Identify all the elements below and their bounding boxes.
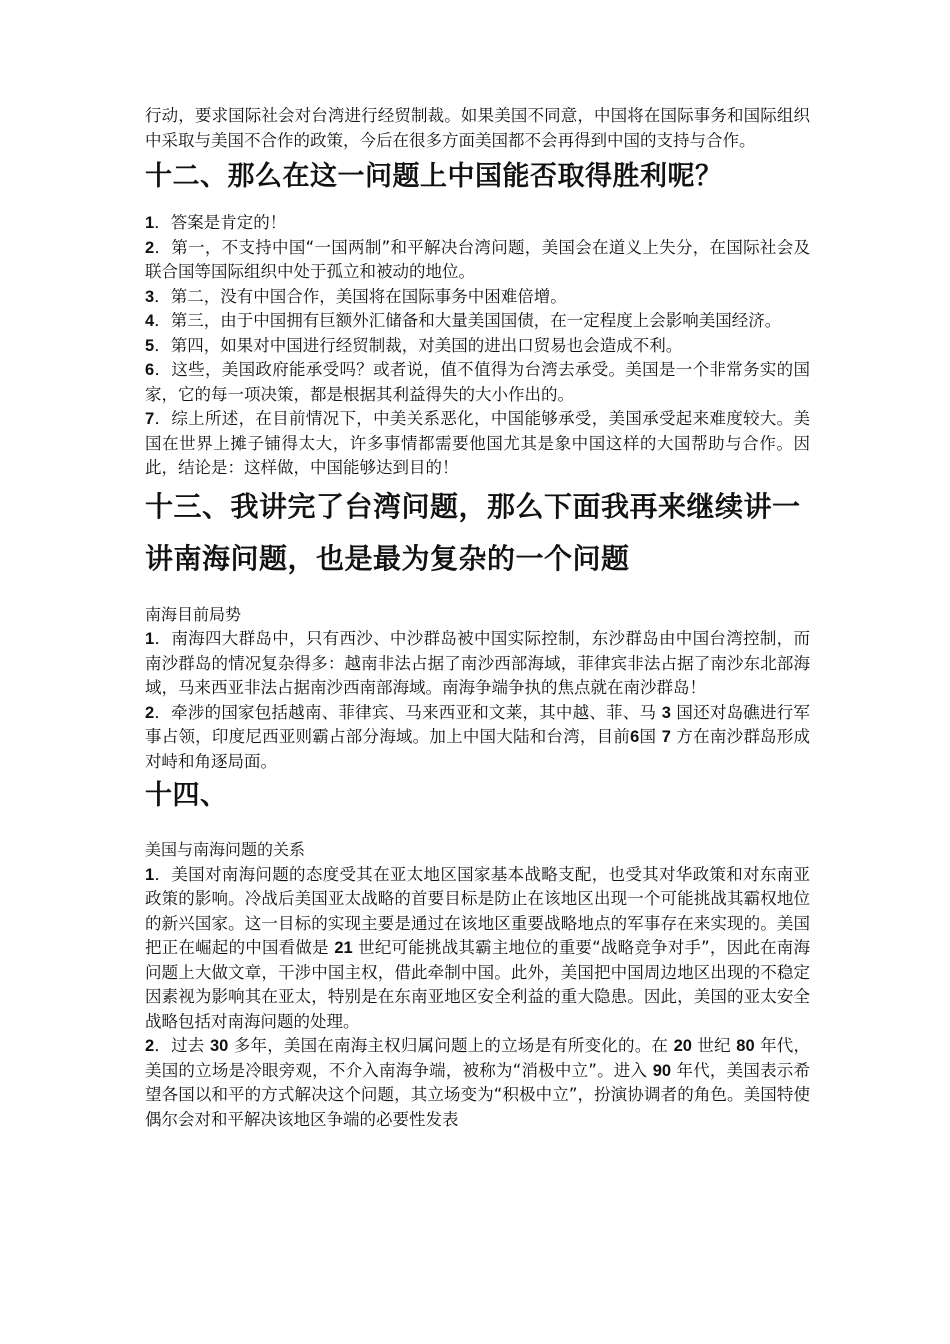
list-item: 1．南海四大群岛中，只有西沙、中沙群岛被中国实际控制，东沙群岛由中国台湾控制，而南沙群岛的情况复杂得多：越南非法占据了南沙西部海域，菲律宾非法占据了南沙东北部海域，马来西亚非法占据南沙西南部海域。南海争端争执的焦点就在南沙群岛！ <box>145 629 810 697</box>
list-item: 2．第一，不支持中国“一国两制”和平解决台湾问题，美国会在道义上失分，在国际社会及联合国等国际组织中处于孤立和被动的地位。 <box>145 237 810 281</box>
section-14-subheading: 美国与南海问题的关系 <box>145 840 306 859</box>
intro-paragraph: 行动，要求国际社会对台湾进行经贸制裁。如果美国不同意，中国将在国际事务和国际组织中采取与美国不合作的政策，今后在很多方面美国都不会再得到中国的支持与合作。 <box>145 106 810 150</box>
section-13-subheading: 南海目前局势 <box>145 604 242 624</box>
section-14-heading: 十四、 <box>145 780 228 811</box>
section-13-heading: 十三、我讲完了台湾问题，那么下面我再来继续讲一讲南海问题，也是最为复杂的一个问题 <box>145 489 801 575</box>
section-12-list <box>145 211 810 481</box>
list-item: 2．牵涉的国家包括越南、菲律宾、马来西亚和文莱，其中越、菲、马 3 国还对岛礁进行军事占领，印度尼西亚则霸占部分海域。加上中国大陆和台湾，目前6国 7 方在南沙群岛形成对峙和角逐局面。 <box>145 702 811 771</box>
list-item: 5．第四，如果对中国进行经贸制裁，对美国的进出口贸易也会造成不利。 <box>145 335 683 355</box>
list-item: 6．这些，美国政府能承受吗？或者说，值不值得为台湾去承受。美国是一个非常务实的国家，它的每一项决策，都是根据其利益得失的大小作出的。 <box>145 360 810 404</box>
list-item: 1．答案是肯定的！ <box>145 213 287 232</box>
list-item: 2．过去 30 多年，美国在南海主权归属问题上的立场是有所变化的。在 20 世纪 80 年代，美国的立场是冷眼旁观，不介入南海争端，被称为“消极中立”。进入 90 年代，美国表示希望各国以和平的方式解决这个问题，其立场变为“积极中立”，扮演协调者的角色。美国特使偶尔会对和平解决该地区争端的必要性发表 <box>145 1036 811 1129</box>
list-item: 1．美国对南海问题的态度受其在亚太地区国家基本战略支配，也受其对华政策和对东南亚政策的影响。冷战后美国亚太战略的首要目标是防止在该地区出现一个可能挑战其霸权地位的新兴国家。这一目标的实现主要是通过在该地区重要战略地点的军事存在来实现的。美国把正在崛起的中国看做是 21 世纪可能挑战其霸主地位的重要“战略竞争对手”，因此在南海问题上大做文章，干涉中国主权，借此牵制中国。此外，美国把中国周边地区出现的不稳定因素视为影响其在亚太，特别是在东南亚地区安全利益的重大隐患。因此，美国的亚太安全战略包括对南海问题的处理。 <box>145 864 810 1031</box>
list-item: 4．第三，由于中国拥有巨额外汇储备和大量美国国债，在一定程度上会影响美国经济。 <box>145 311 782 330</box>
list-item: 3．第二，没有中国合作，美国将在国际事务中困难倍增。 <box>145 286 567 306</box>
list-item: 7．综上所述，在目前情况下，中美关系恶化，中国能够承受，美国承受起来难度较大。美国在世界上摊子铺得太大，许多事情都需要他国尤其是象中国这样的大国帮助与合作。因此，结论是：这样做，中国能够达到目的！ <box>145 409 810 477</box>
section-12-heading: 十二、那么在这一问题上中国能否取得胜利呢？ <box>145 161 723 192</box>
